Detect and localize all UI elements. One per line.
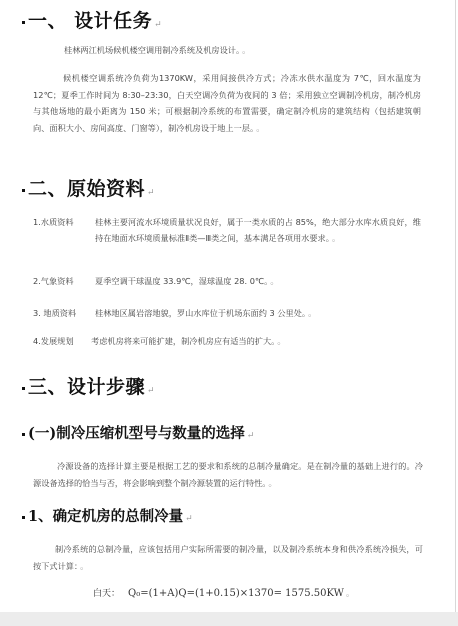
heading-text: (一)制冷压缩机型号与数量的选择 [28, 425, 245, 442]
end-mark: 。 [331, 234, 341, 244]
heading-text: 一、 设计任务 [28, 10, 153, 32]
paragraph-text: 制冷系统的总制冷量，应该包括用户实际所需要的制冷量，以及制冷系统本身和供冷系统冷损失，可按下式计算： [33, 544, 423, 571]
paragraph-mark-icon: ↵ [147, 188, 156, 198]
list-item-development [33, 333, 423, 351]
paragraph-mark-icon: ↵ [147, 386, 156, 396]
formula-total-cooling [93, 586, 355, 599]
formula-label: 白天： [93, 589, 121, 599]
page-edge-divider [455, 0, 456, 612]
subheading-total-cooling [22, 505, 193, 526]
list-item-label: 1.水质资料 [33, 217, 74, 227]
end-mark: 。 [256, 123, 266, 134]
paragraph-design-task-details [33, 70, 421, 137]
list-item-label: 4.发展规划 [33, 336, 74, 346]
section-heading-design-steps [22, 372, 155, 399]
paragraph-text: 候机楼空调系统冷负荷为1370KW，采用间接供冷方式；冷冻水供水温度为 7℃，回水温度为 12℃；夏季工作时间为 8:30–23:30，白天空调冷负荷为夜间的 3 倍；采用独立空调制冷机房，制冷机房与其他场地的最小距离为 150 米；可根据制冷系统的布置需要，确定制冷机房的建筑结构（包括建筑朝向、面积大小、房间高度、门窗等），制冷机房设于地上一层。 [33, 73, 421, 133]
list-item-climate [33, 273, 423, 291]
formula-expression: Q₀=(1+A)Q=(1+0.15)×1370= 1575.50KW [128, 588, 344, 599]
paragraph-mark-icon: ↵ [246, 431, 255, 441]
list-item-text: 桂林主要河流水环境质量状况良好，属于一类水质的占 85%，绝大部分水库水质良好，维持在地面水环境质量标准Ⅱ类—Ⅲ类之间，基本满足各项用水要求。 。 [95, 217, 421, 244]
list-item-label: 3. 地质资料 [33, 308, 77, 318]
paragraph-mark-icon: ↵ [154, 20, 163, 30]
heading-text: 三、设计步骤 [28, 376, 146, 398]
page-bottom-band [0, 612, 458, 626]
paragraph-text: 桂林两江机场候机楼空调用制冷系统及机房设计。 [64, 45, 241, 55]
subheading-compressor-selection [22, 422, 254, 443]
heading-text: 1、确定机房的总制冷量 [28, 508, 184, 525]
paragraph-total-cooling [33, 541, 423, 575]
heading-bullet [22, 433, 25, 436]
list-item-text: 夏季空调干球温度 33.9℃，湿球温度 28. 0℃。 。 [95, 276, 280, 287]
paragraph-compressor-selection [33, 458, 423, 492]
heading-text: 二、原始资料 [28, 178, 146, 200]
heading-bullet [22, 516, 25, 519]
end-mark: 。 [308, 309, 318, 319]
heading-bullet [22, 21, 25, 24]
end-mark: 。 [345, 589, 355, 599]
list-item-text: 考虑机房将来可能扩建，制冷机房应有适当的扩大。 。 [91, 336, 287, 347]
list-item-text: 桂林地区属岩溶地貌，罗山水库位于机场东面约 3 公里处。 。 [95, 308, 318, 319]
list-item-geology [33, 305, 423, 323]
end-mark: 。 [242, 46, 252, 56]
end-mark: 。 [270, 277, 280, 287]
paragraph-text: 冷源设备的选择计算主要是根据工艺的要求和系统的总制冷量确定。是在制冷量的基础上进行的。冷源设备选择的恰当与否，将会影响到整个制冷源装置的运行特性。 [33, 461, 423, 488]
end-mark: 。 [268, 478, 278, 489]
end-mark: 。 [277, 337, 287, 347]
heading-bullet [22, 387, 25, 390]
paragraph-design-task-title [64, 42, 424, 60]
paragraph-mark-icon: ↵ [185, 514, 193, 524]
heading-bullet [22, 189, 25, 192]
list-item-water-quality [33, 214, 423, 264]
end-mark: 。 [80, 561, 90, 572]
list-item-label: 2.气象资料 [33, 276, 74, 286]
section-heading-original-data [22, 174, 155, 201]
section-heading-design-task [22, 6, 162, 33]
